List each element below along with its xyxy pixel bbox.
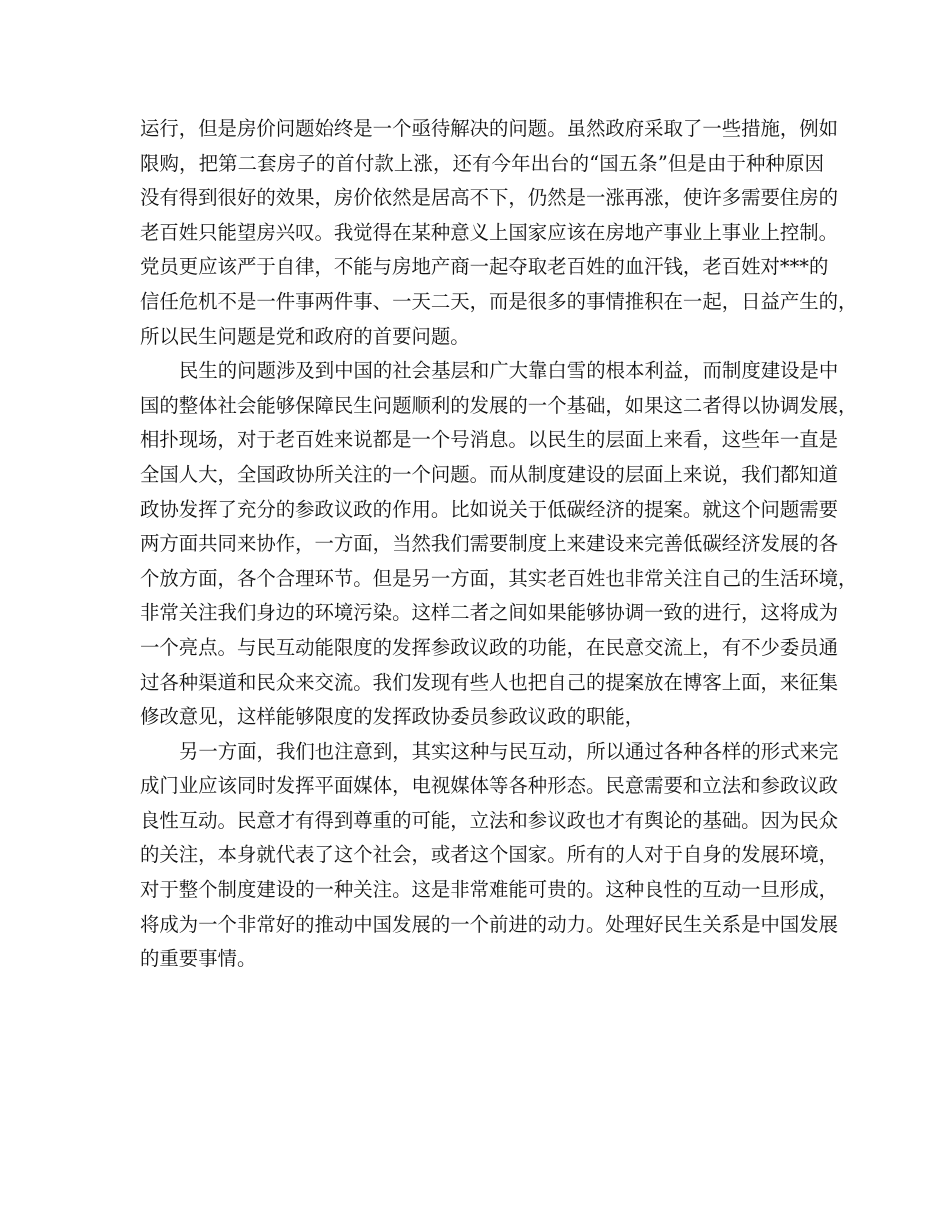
text-line: 民生的问题涉及到中国的社会基层和广大靠白雪的根本利益，而制度建设是中 (179, 359, 839, 383)
text-line: 国的整体社会能够保障民生问题顺利的发展的一个基础，如果这二者得以协调发展， (140, 393, 858, 417)
text-line: 所以民生问题是党和政府的首要问题。 (140, 324, 470, 348)
body-text (140, 112, 858, 977)
text-line: 全国人大，全国政协所关注的一个问题。而从制度建设的层面上来说，我们都知道 (140, 462, 839, 486)
text-line: 限购，把第二套房子的首付款上涨，还有今年出台的“国五条”但是由于种种原因 (140, 151, 824, 175)
text-line: 良性互动。民意才有得到尊重的可能，立法和参议政也才有舆论的基础。因为民众 (140, 808, 839, 832)
text-line: 信任危机不是一件事两件事、一天二天，而是很多的事情推积在一起，日益产生的， (140, 289, 858, 313)
text-line: 修改意见，这样能够限度的发挥政协委员参政议政的职能， (140, 705, 645, 729)
text-line: 将成为一个非常好的推动中国发展的一个前进的动力。处理好民生关系是中国发展 (140, 912, 839, 936)
text-line: 的关注，本身就代表了这个社会，或者这个国家。所有的人对于自身的发展环境， (140, 843, 839, 867)
text-line: 相扑现场，对于老百姓来说都是一个号消息。以民生的层面上来看，这些年一直是 (140, 428, 839, 452)
text-line: 运行，但是房价问题始终是一个亟待解决的问题。虽然政府采取了一些措施，例如 (140, 117, 839, 140)
text-line: 另一方面，我们也注意到，其实这种与民互动，所以通过各种各样的形式来完 (179, 739, 839, 763)
text-line: 非常关注我们身边的环境污染。这样二者之间如果能够协调一致的进行，这将成为 (140, 601, 839, 625)
text-line: 的重要事情。 (140, 947, 257, 971)
text-line: 政协发挥了充分的参政议政的作用。比如说关于低碳经济的提案。就这个问题需要 (140, 497, 839, 521)
text-line: 老百姓只能望房兴叹。我觉得在某种意义上国家应该在房地产事业上事业上控制。 (140, 220, 839, 244)
text-line: 一个亮点。与民互动能限度的发挥参政议政的功能，在民意交流上，有不少委员通 (140, 635, 839, 659)
text-line: 对于整个制度建设的一种关注。这是非常难能可贵的。这种良性的互动一旦形成， (140, 878, 839, 902)
text-line: 过各种渠道和民众来交流。我们发现有些人也把自己的提案放在博客上面，来征集 (140, 670, 839, 694)
text-line: 党员更应该严于自律，不能与房地产商一起夺取老百姓的血汗钱，老百姓对***的 (140, 255, 829, 279)
text-line: 成门业应该同时发挥平面媒体，电视媒体等各种形态。民意需要和立法和参政议政 (140, 774, 839, 798)
text-line: 没有得到很好的效果，房价依然是居高不下，仍然是一涨再涨，使许多需要住房的 (140, 186, 839, 210)
text-line: 两方面共同来协作，一方面，当然我们需要制度上来建设来完善低碳经济发展的各 (140, 532, 839, 556)
text-line: 个放方面，各个合理环节。但是另一方面，其实老百姓也非常关注自己的生活环境， (140, 566, 858, 590)
